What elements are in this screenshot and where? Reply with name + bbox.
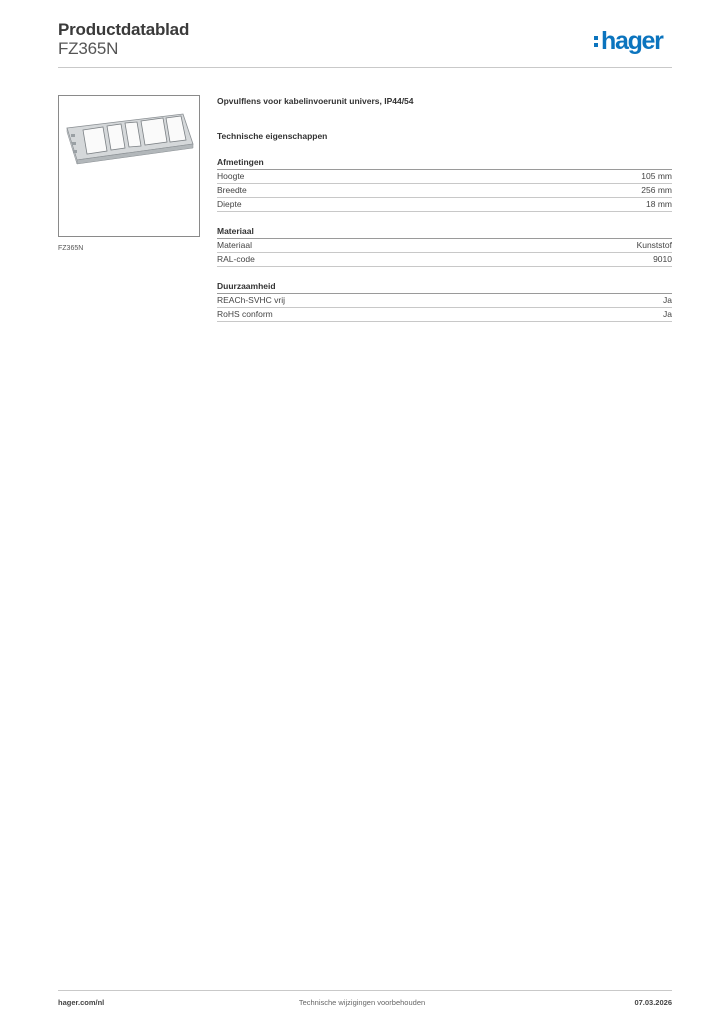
product-description: Opvulflens voor kabelinvoerunit univers, IP44/54 [217, 96, 414, 106]
property-label: Hoogte [217, 171, 245, 181]
property-group-material [217, 225, 672, 267]
product-details [217, 95, 672, 322]
property-label: RAL-code [217, 254, 255, 264]
image-caption: FZ365N [58, 245, 84, 252]
group-title: Materiaal [217, 225, 672, 239]
group-title: Afmetingen [217, 156, 672, 170]
property-value: Ja [663, 295, 672, 305]
footer-divider [58, 990, 672, 991]
property-row [217, 184, 672, 198]
footer-date: 07.03.2026 [634, 998, 672, 1007]
document-title: Productdatablad [58, 20, 190, 39]
property-row [217, 170, 672, 184]
property-row [217, 294, 672, 308]
property-value: 105 mm [641, 171, 672, 181]
logo-text: hager [601, 27, 663, 55]
section-heading: Technische eigenschappen [217, 131, 328, 141]
property-value: 256 mm [641, 185, 672, 195]
property-label: Breedte [217, 185, 247, 195]
footer-website-link[interactable]: hager.com/nl [58, 998, 105, 1007]
group-title: Duurzaamheid [217, 280, 672, 294]
property-group-dimensions [217, 156, 672, 212]
property-label: RoHS conform [217, 309, 273, 319]
property-label: REACh-SVHC vrij [217, 295, 286, 305]
property-value: 9010 [653, 254, 672, 264]
property-value: Kunststof [636, 240, 672, 250]
product-image [58, 95, 200, 237]
header-divider [58, 67, 672, 68]
property-value: Ja [663, 309, 672, 319]
product-code: FZ365N [58, 39, 119, 58]
property-row [217, 239, 672, 253]
logo-dots-icon [594, 36, 598, 47]
property-value: 18 mm [646, 199, 672, 209]
hager-logo [594, 27, 663, 56]
property-label: Materiaal [217, 240, 252, 250]
filler-flange-illustration [59, 96, 199, 236]
footer-disclaimer: Technische wijzigingen voorbehouden [298, 998, 426, 1007]
property-row [217, 198, 672, 212]
property-group-sustainability [217, 280, 672, 322]
property-label: Diepte [217, 199, 242, 209]
property-row [217, 253, 672, 267]
property-row [217, 308, 672, 322]
